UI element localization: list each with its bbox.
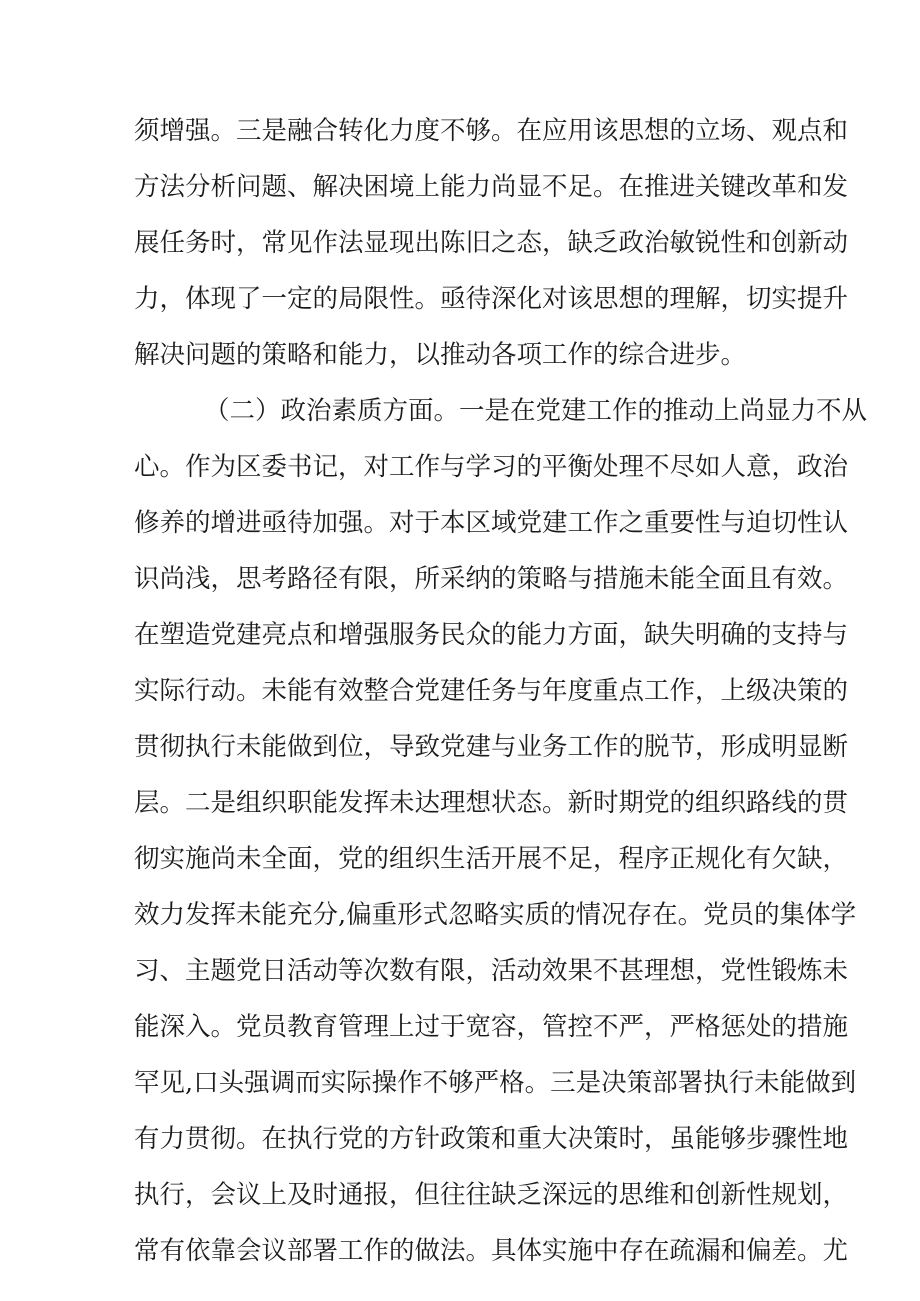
section-heading-line: （二）政治素质方面。一是在党建工作的推动上尚显力不从 (204, 396, 868, 426)
text-line: 层。二是组织职能发挥未达理想状态。新时期党的组织路线的贯 (134, 788, 849, 818)
text-line: 习、主题党日活动等次数有限，活动效果不甚理想，党性锻炼未 (134, 956, 849, 986)
text-line: 心。作为区委书记，对工作与学习的平衡处理不尽如人意，政治 (134, 452, 849, 482)
text-line: 有力贯彻。在执行党的方针政策和重大决策时，虽能够步骤性地 (134, 1124, 849, 1154)
text-line: 识尚浅，思考路径有限，所采纳的策略与措施未能全面且有效。 (134, 564, 849, 594)
text-line: 方法分析问题、解决困境上能力尚显不足。在推进关键改革和发 (134, 172, 849, 202)
text-line: 解决问题的策略和能力，以推动各项工作的综合进步。 (134, 340, 747, 370)
text-line: 展任务时，常见作法显现出陈旧之态，缺乏政治敏锐性和创新动 (134, 228, 849, 258)
text-line: 贯彻执行未能做到位，导致党建与业务工作的脱节，形成明显断 (134, 732, 849, 762)
text-line: 执行，会议上及时通报，但往往缺乏深远的思维和创新性规划， (134, 1180, 849, 1210)
text-line: 力，体现了一定的局限性。亟待深化对该思想的理解，切实提升 (134, 284, 849, 314)
text-line: 效力发挥未能充分,偏重形式忽略实质的情况存在。党员的集体学 (134, 900, 857, 930)
text-line: 罕见,口头强调而实际操作不够严格。三是决策部署执行未能做到 (134, 1068, 857, 1098)
text-line: 能深入。党员教育管理上过于宽容，管控不严，严格惩处的措施 (134, 1012, 849, 1042)
text-line: 须增强。三是融合转化力度不够。在应用该思想的立场、观点和 (134, 116, 849, 146)
text-line: 常有依靠会议部署工作的做法。具体实施中存在疏漏和偏差。尤 (134, 1236, 849, 1266)
text-line: 彻实施尚未全面，党的组织生活开展不足，程序正规化有欠缺， (134, 844, 849, 874)
text-line: 在塑造党建亮点和增强服务民众的能力方面，缺失明确的支持与 (134, 620, 849, 650)
text-line: 实际行动。未能有效整合党建任务与年度重点工作，上级决策的 (134, 676, 849, 706)
text-line: 修养的增进亟待加强。对于本区域党建工作之重要性与迫切性认 (134, 508, 849, 538)
